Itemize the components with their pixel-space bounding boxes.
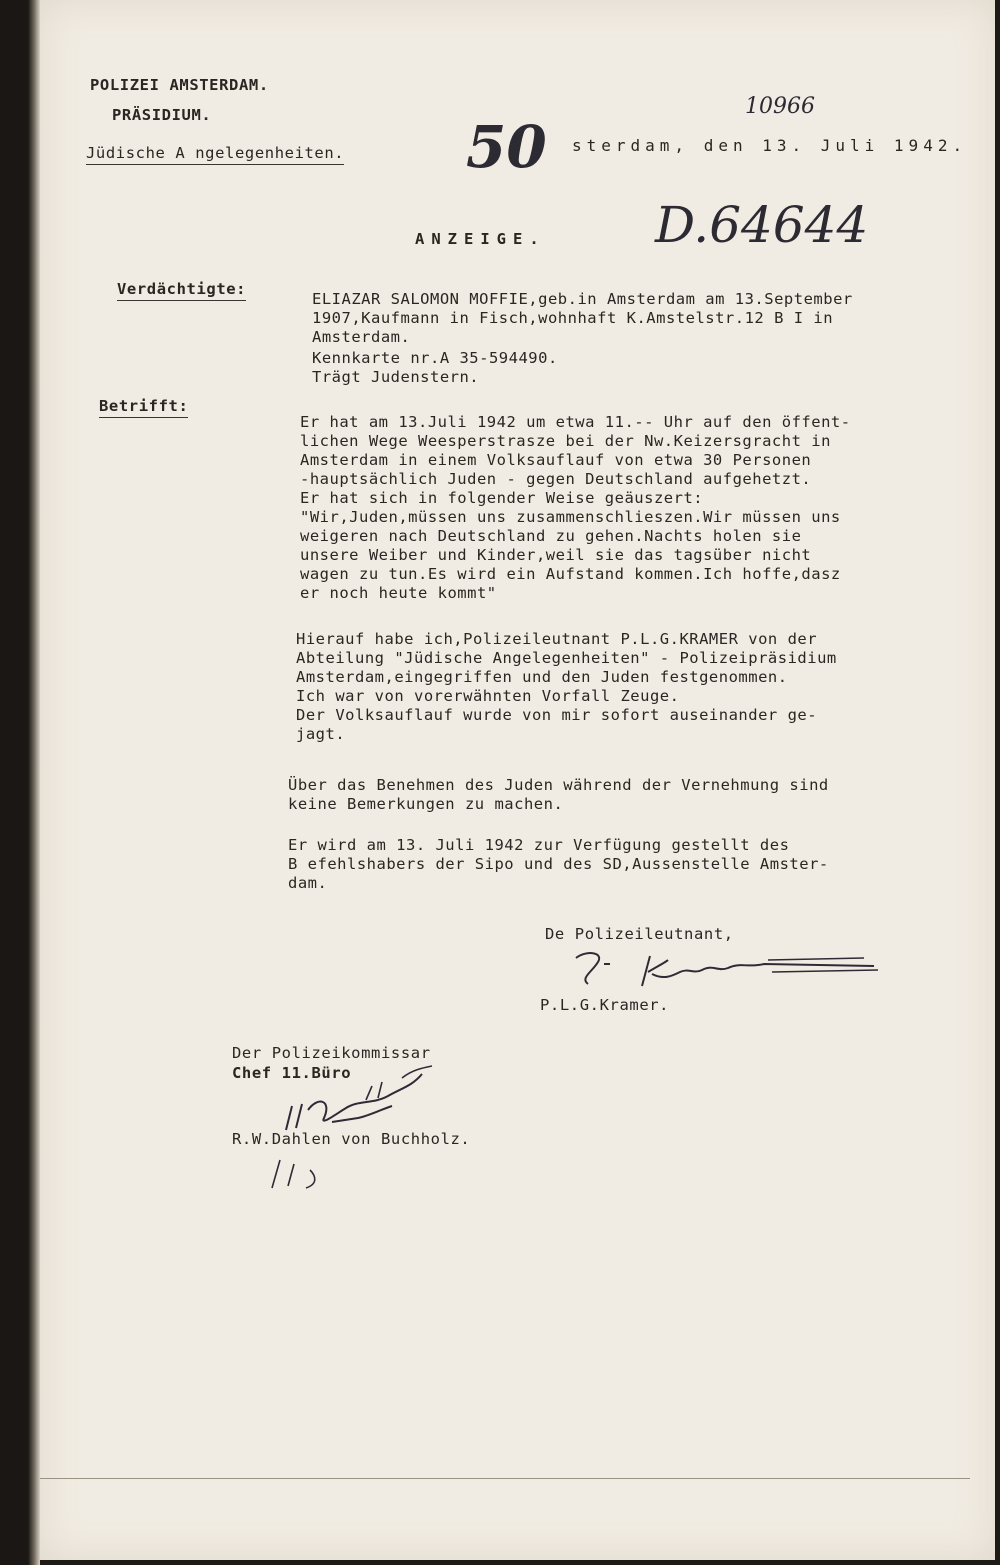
text-line: er noch heute kommt" [300, 584, 497, 602]
paragraph-arrest [296, 630, 837, 744]
kramer-signature [568, 944, 888, 990]
text-line: Amsterdam in einem Volksauflauf von etwa 30 Personen [300, 451, 812, 469]
text-line: wagen zu tun.Es wird ein Aufstand kommen.Ich hoffe,dasz [300, 565, 841, 583]
commissioner-name: R.W.Dahlen von Buchholz. [232, 1130, 471, 1148]
text-line: Er wird am 13. Juli 1942 zur Verfügung gestellt des [288, 836, 790, 854]
text-line: lichen Wege Weesperstrasze bei der Nw.Keizersgracht in [300, 432, 831, 450]
suspect-line: Trägt Judenstern. [312, 368, 480, 386]
text-line: Er hat sich in folgender Weise geäuszert: [300, 489, 704, 507]
org-line-1: POLIZEI AMSTERDAM. [90, 76, 269, 94]
suspect-label: Verdächtigte: [117, 282, 246, 301]
paragraph-behaviour [288, 776, 829, 814]
handwritten-reference: 10966 [745, 94, 815, 119]
department-label: Jüdische A ngelegenheiten. [86, 146, 344, 165]
text-line: B efehlshabers der Sipo und des SD,Aussenstelle Amster- [288, 855, 829, 873]
suspect-line: Kennkarte nr.A 35-594490. [312, 349, 558, 367]
text-line: Er hat am 13.Juli 1942 um etwa 11.-- Uhr auf den öffent- [300, 413, 851, 431]
text-line: Ich war von vorerwähnten Vorfall Zeuge. [296, 687, 680, 705]
suspect-line: Amsterdam. [312, 328, 411, 346]
place-date: sterdam, den 13. Juli 1942. [572, 136, 968, 155]
paragraph-handover [288, 836, 829, 893]
paragraph-incident [300, 413, 851, 603]
text-line: weigeren nach Deutschland zu gehen.Nachts holen sie [300, 527, 802, 545]
text-line: Über das Benehmen des Juden während der Vernehmung sind [288, 776, 829, 794]
text-line: Der Volksauflauf wurde von mir sofort auseinander ge- [296, 706, 818, 724]
suspect-line: 1907,Kaufmann in Fisch,wohnhaft K.Amstelstr.12 B I in [312, 309, 834, 327]
document-title: ANZEIGE. [415, 230, 546, 248]
text-line: Amsterdam,eingegriffen und den Juden festgenommen. [296, 668, 788, 686]
page-bottom-rule [40, 1478, 970, 1479]
scan-edge [0, 0, 40, 1565]
signatory-name: P.L.G.Kramer. [540, 996, 670, 1014]
commissioner-title: Der Polizeikommissar [232, 1044, 431, 1062]
text-line: Abteilung "Jüdische Angelegenheiten" - Polizeipräsidium [296, 649, 837, 667]
text-line: unsere Weiber und Kinder,weil sie das tagsüber nicht [300, 546, 812, 564]
suspect-line: ELIAZAR SALOMON MOFFIE,geb.in Amsterdam am 13.September [312, 290, 853, 308]
text-line: "Wir,Juden,müssen uns zusammenschlieszen.Wir müssen uns [300, 508, 841, 526]
org-line-2: PRÄSIDIUM. [112, 106, 212, 124]
text-line: keine Bemerkungen zu machen. [288, 795, 564, 813]
text-line: jagt. [296, 725, 346, 743]
signatory-title: De Polizeileutnant, [545, 925, 734, 943]
subject-label: Betrifft: [99, 399, 188, 418]
suspect-details [312, 290, 853, 387]
handwritten-number: 50 [466, 113, 547, 181]
commissioner-office: Chef 11.Büro [232, 1064, 352, 1082]
text-line: dam. [288, 874, 328, 892]
text-line: -hauptsächlich Juden - gegen Deutschland aufgehetzt. [300, 470, 812, 488]
commissioner-signature [262, 1060, 462, 1195]
file-number: D.64644 [655, 196, 869, 254]
text-line: Hierauf habe ich,Polizeileutnant P.L.G.KRAMER von der [296, 630, 818, 648]
